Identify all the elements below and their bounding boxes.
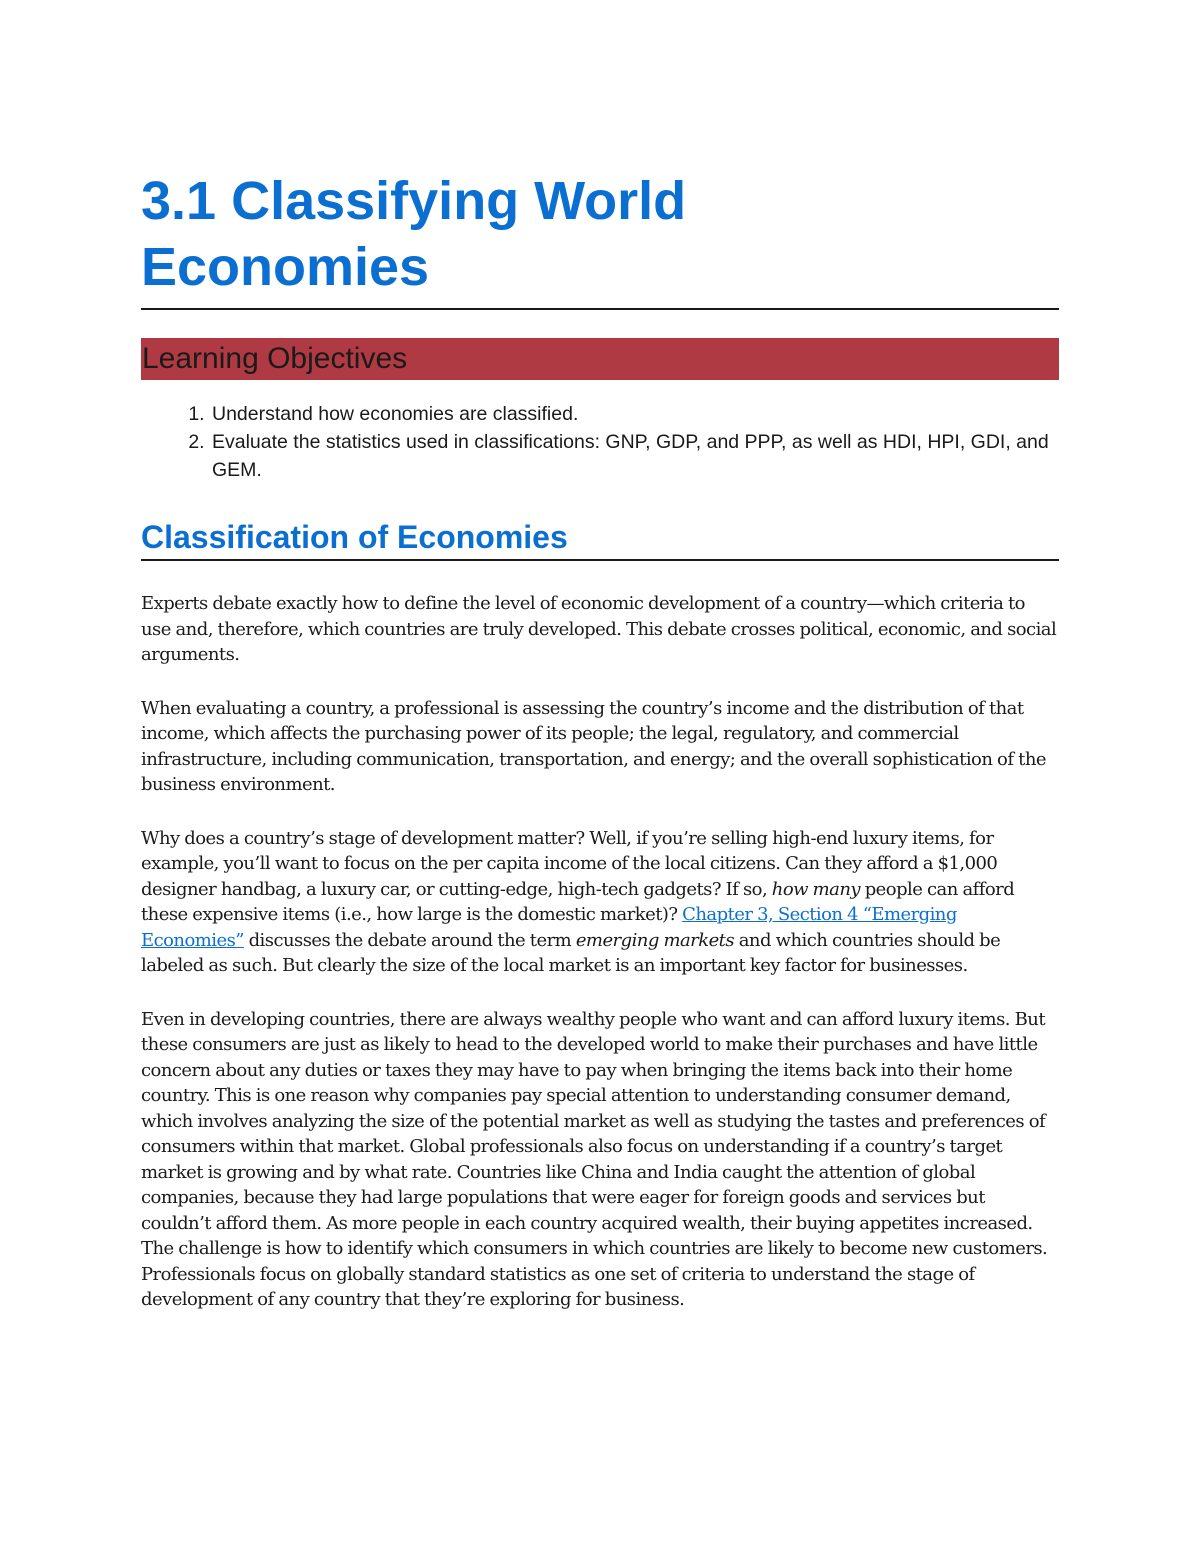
paragraph-1: Experts debate exactly how to define the level of economic development of a country—which criteria to use and, therefore, which countries are truly developed. This debate crosses political, economic, and social arguments.: [141, 593, 1057, 665]
paragraph-4: Even in developing countries, there are always wealthy people who want and can afford luxury items. But these consumers are just as likely to head to the developed world to make their purchases and have little concern about any duties or taxes they may have to pay when bringing the items back into their home country. This is one reason why companies pay special attention to understanding consumer demand, which involves analyzing the size of the potential market as well as studying the tastes and preferences of consumers within that market. Global professionals also focus on understanding if a country’s target market is growing and by what rate. Countries like China and India caught the attention of global companies, because they had large populations that were eager for foreign goods and services but couldn’t afford them. As more people in each country acquired wealth, their buying appetites increased. The challenge is how to identify which consumers in which countries are likely to become new customers. Professionals focus on globally standard statistics as one set of criteria to understand the stage of development of any country that they’re exploring for business.: [141, 1008, 1048, 1310]
paragraph-3: [141, 826, 1059, 979]
paragraph-3-text: and which countries should be labeled as such. But clearly the size of the local market is an important key factor for businesses.: [141, 929, 1001, 976]
page-title-line2: Economies: [141, 237, 430, 297]
learning-objective-item: 2. Evaluate the statistics used in classifications: GNP, GDP, and PPP, as well as HDI, HPI, GDI, and GEM.: [210, 428, 1059, 484]
emerging-economies-link[interactable]: Chapter 3, Section 4 “Emerging Economies”: [141, 904, 957, 951]
learning-objective-item: 1. Understand how economies are classified.: [210, 400, 1059, 428]
page-title-line1: 3.1 Classifying World: [141, 171, 687, 231]
emphasis-how-many: how many: [771, 878, 861, 900]
page-title: [141, 168, 1059, 310]
paragraph-3-text: Why does a country’s stage of development matter? Well, if you’re selling high-end luxury items, for example, you’ll want to focus on the per capita income of the local citizens. Can they afford a $1,000 designer handbag, a luxury car, or cutting-edge, high-tech gadgets? If so,: [141, 827, 998, 900]
section-heading: Classification of Economies: [141, 517, 1059, 561]
paragraph-2: When evaluating a country, a professional is assessing the country’s income and the distribution of that income, which affects the purchasing power of its people; the legal, regulatory, and commercial infrastructure, including communication, transportation, and energy; and the overall sophistication of the business environment.: [141, 697, 1046, 795]
paragraph-3-text: people can afford these expensive items (i.e., how large is the domestic market)?: [141, 878, 1015, 925]
paragraph-3-text: discusses the debate around the term: [243, 929, 576, 951]
emphasis-emerging-markets: emerging markets: [575, 929, 735, 951]
learning-objectives-list: [141, 400, 1059, 484]
document-page: [141, 168, 1059, 1313]
learning-objectives-banner: Learning Objectives: [141, 338, 1059, 380]
